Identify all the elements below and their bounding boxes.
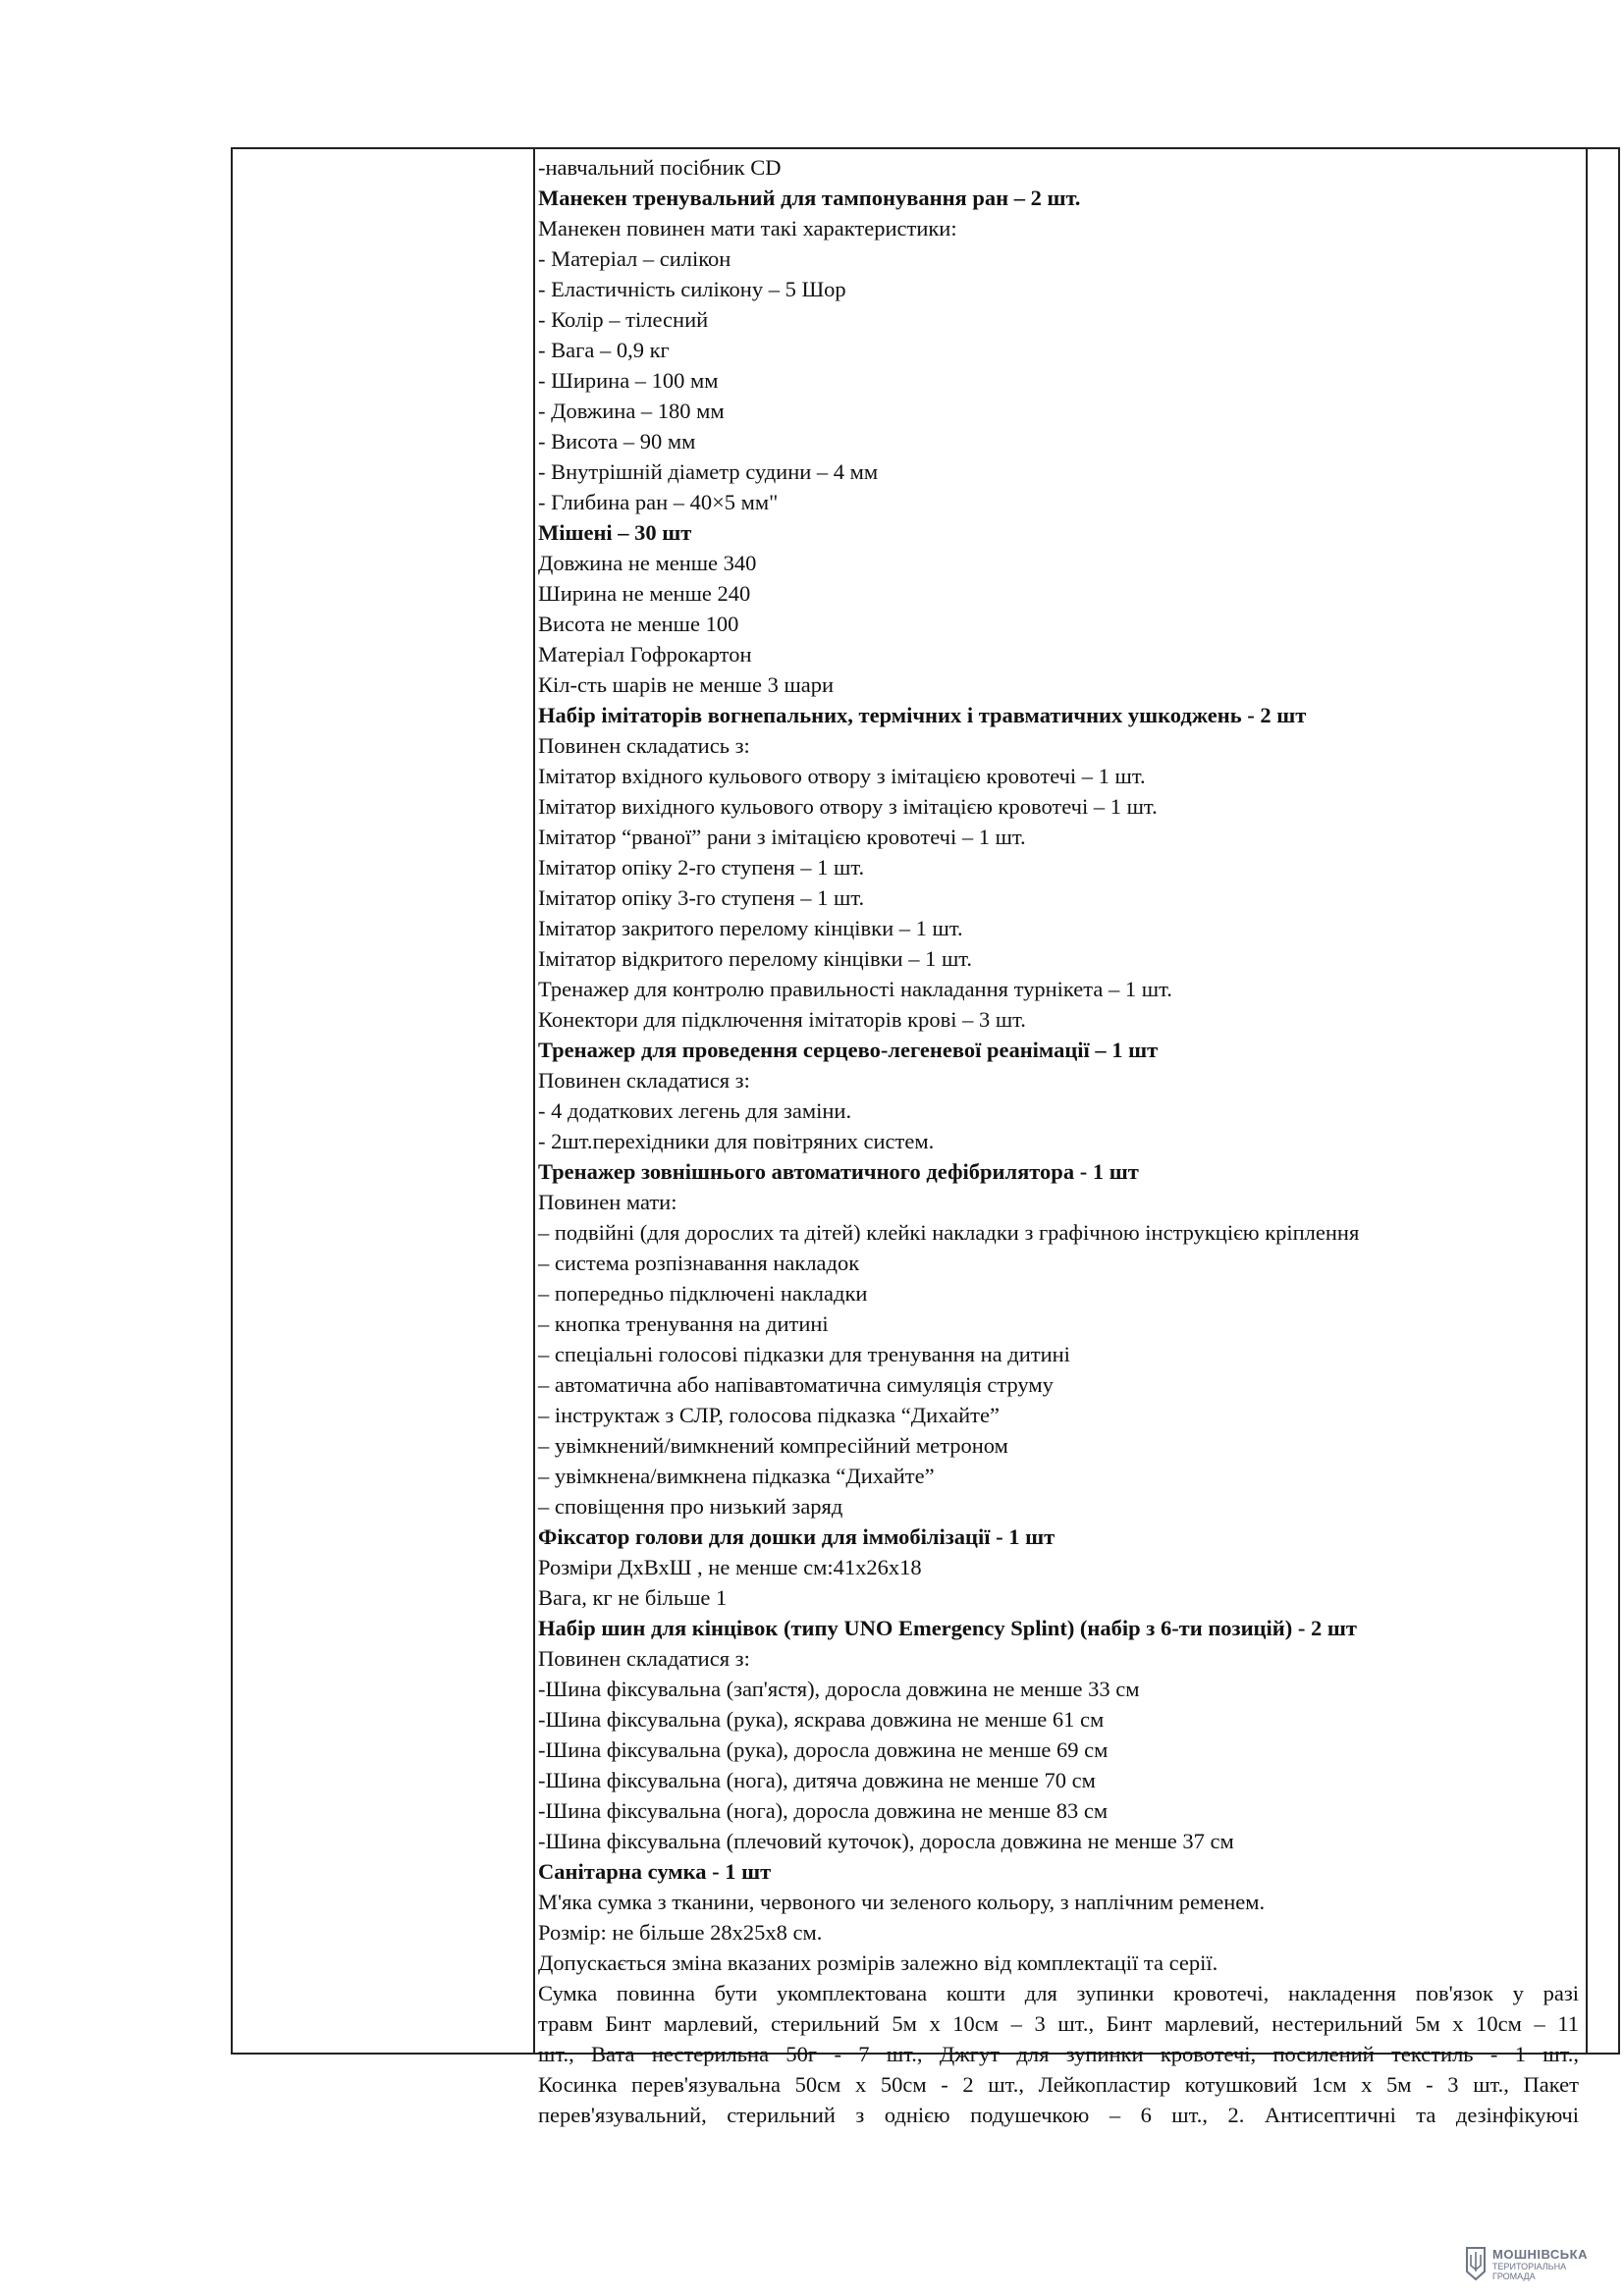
spec-line: Імітатор відкритого перелому кінцівки – 1 шт. xyxy=(538,946,973,971)
spec-line: Імітатор вихідного кульового отвору з імітацією кровотечі – 1 шт. xyxy=(538,794,1158,819)
spec-line: Імітатор закритого перелому кінцівки – 1 шт. xyxy=(538,916,963,940)
spec-line: Імітатор “рваної” рани з імітацією кровотечі – 1 шт. xyxy=(538,825,1026,849)
spec-line: -Шина фіксувальна (нога), дитяча довжина не менше 70 см xyxy=(538,1768,1096,1792)
spec-line: - 2шт.перехідники для повітряних систем. xyxy=(538,1129,935,1153)
table-top-border xyxy=(231,147,1620,149)
spec-line: Ширина не менше 240 xyxy=(538,581,751,606)
spec-line: – сповіщення про низький заряд xyxy=(538,1494,843,1519)
spec-line: М'яка сумка з тканини, червоного чи зеленого кольору, з наплічним ременем. xyxy=(538,1890,1266,1914)
spec-line: - Висота – 90 мм xyxy=(538,429,696,454)
section-heading: Манекен тренувальний для тампонування ран – 2 шт. xyxy=(538,186,1081,210)
table-left-border xyxy=(231,147,233,2054)
spec-line: Матеріал Гофрокартон xyxy=(538,642,752,667)
section-heading: Мішені – 30 шт xyxy=(538,520,692,545)
logo-subtitle-1: ТЕРИТОРІАЛЬНА xyxy=(1492,2262,1567,2271)
spec-line: - Матеріал – силікон xyxy=(538,246,731,271)
paragraph-line: Сумка повинна бути укомплектована кошти для зупинки кровотечі, накладення пов'язок у разі xyxy=(538,1981,1579,2005)
table-right-border xyxy=(1618,147,1620,2054)
spec-line: -Шина фіксувальна (рука), доросла довжина не менше 69 см xyxy=(538,1737,1109,1762)
spec-line: – спеціальні голосові підказки для тренування на дитині xyxy=(538,1342,1070,1366)
spec-line: -Шина фіксувальна (рука), яскрава довжина не менше 61 см xyxy=(538,1707,1105,1732)
section-heading: Санітарна сумка - 1 шт xyxy=(538,1859,772,1884)
column-divider-1 xyxy=(533,147,535,2054)
spec-line: - 4 додаткових легень для заміни. xyxy=(538,1098,852,1123)
spec-line: Тренажер для контролю правильності накладання турнікета – 1 шт. xyxy=(538,977,1172,1001)
spec-line: – система розпізнавання накладок xyxy=(538,1251,860,1275)
section-heading: Фіксатор голови для дошки для іммобілізації - 1 шт xyxy=(538,1524,1056,1549)
spec-lines xyxy=(538,152,1579,1978)
logo-name: МОШНІВСЬКА xyxy=(1492,2247,1588,2262)
section-heading: Набір імітаторів вогнепальних, термічних і травматичних ушкоджень - 2 шт xyxy=(538,703,1307,727)
section-heading: Тренажер зовнішнього автоматичного дефібрилятора - 1 шт xyxy=(538,1159,1139,1184)
trident-emblem-icon xyxy=(1465,2246,1487,2281)
spec-line: Конектори для підключення імітаторів крові – 3 шт. xyxy=(538,1007,1026,1032)
spec-line: - Вага – 0,9 кг xyxy=(538,338,670,362)
spec-line: – подвійні (для дорослих та дітей) клейкі накладки з графічною інструкцією кріплення xyxy=(538,1220,1360,1245)
spec-line: Імітатор опіку 2-го ступеня – 1 шт. xyxy=(538,855,865,880)
spec-line: - Довжина – 180 мм xyxy=(538,399,725,423)
spec-line: -Шина фіксувальна (нога), доросла довжина не менше 83 см xyxy=(538,1798,1109,1823)
footer-logo xyxy=(1465,2246,1612,2285)
spec-line: Довжина не менше 340 xyxy=(538,551,757,575)
spec-line: Висота не менше 100 xyxy=(538,612,739,636)
spec-line: – кнопка тренування на дитині xyxy=(538,1311,829,1336)
spec-line: Допускається зміна вказаних розмірів залежно від комплектації та серії. xyxy=(538,1950,1218,1975)
spec-line: - Глибина ран – 40×5 мм" xyxy=(538,490,779,514)
spec-line: – автоматична або напівавтоматична симуляція струму xyxy=(538,1372,1054,1397)
spec-line: Кіл-сть шарів не менше 3 шари xyxy=(538,672,835,697)
spec-line: -Шина фіксувальна (зап'ястя), доросла довжина не менше 33 см xyxy=(538,1677,1140,1701)
spec-line: Повинен складатися з: xyxy=(538,1068,750,1093)
paragraph-line: травм Бинт марлевий, стерильний 5м х 10см – 3 шт., Бинт марлевий, нестерильний 5м х 10см – 11 xyxy=(538,2011,1579,2036)
section-heading: Набір шин для кінцівок (типу UNO Emergency Splint) (набір з 6-ти позицій) - 2 шт xyxy=(538,1616,1357,1640)
spec-cell-content xyxy=(538,152,1579,2130)
spec-line: – увімкнений/вимкнений компресійний метроном xyxy=(538,1433,1008,1458)
spec-line: -навчальний посібник CD xyxy=(538,155,782,180)
kit-contents-paragraph xyxy=(538,1978,1579,2130)
spec-line: Повинен складатися з: xyxy=(538,1646,750,1671)
spec-line: Імітатор вхідного кульового отвору з імітацією кровотечі – 1 шт. xyxy=(538,764,1146,788)
logo-subtitle-2: ГРОМАДА xyxy=(1492,2271,1536,2281)
spec-line: -Шина фіксувальна (плечовий куточок), доросла довжина не менше 37 см xyxy=(538,1829,1234,1853)
section-heading: Тренажер для проведення серцево-легеневої реанімації – 1 шт xyxy=(538,1038,1159,1062)
paragraph-line: шт., Вата нестерильна 50г - 7 шт., Джгут для зупинки кровотечі, посилений текстиль - 1 шт., xyxy=(538,2042,1579,2066)
spec-line: – увімкнена/вимкнена підказка “Дихайте” xyxy=(538,1464,935,1488)
spec-line: Імітатор опіку 3-го ступеня – 1 шт. xyxy=(538,885,865,910)
spec-line: Розмір: не більше 28х25х8 см. xyxy=(538,1920,823,1945)
spec-line: - Еластичність силікону – 5 Шор xyxy=(538,277,846,301)
spec-line: Розміри ДхВхШ , не менше см:41х26х18 xyxy=(538,1555,922,1579)
spec-line: – попередньо підключені накладки xyxy=(538,1281,868,1306)
spec-line: – інструктаж з СЛР, голосова підказка “Дихайте” xyxy=(538,1403,1000,1427)
spec-line: Повинен складатись з: xyxy=(538,733,750,758)
paragraph-line: перев'язувальний, стерильний з однією подушечкою – 6 шт., 2. Антисептичні та дезінфікуючі xyxy=(538,2103,1579,2127)
spec-line: - Внутрішній діаметр судини – 4 мм xyxy=(538,459,879,484)
spec-line: Вага, кг не більше 1 xyxy=(538,1585,728,1610)
spec-line: Манекен повинен мати такі характеристики: xyxy=(538,216,957,240)
spec-line: - Колір – тілесний xyxy=(538,307,709,332)
column-divider-2 xyxy=(1586,147,1588,2054)
paragraph-line: Косинка перев'язувальна 50см х 50см - 2 шт., Лейкопластир котушковий 1см х 5м - 3 шт., Пакет xyxy=(538,2072,1579,2097)
spec-line: - Ширина – 100 мм xyxy=(538,368,719,393)
spec-line: Повинен мати: xyxy=(538,1190,677,1214)
